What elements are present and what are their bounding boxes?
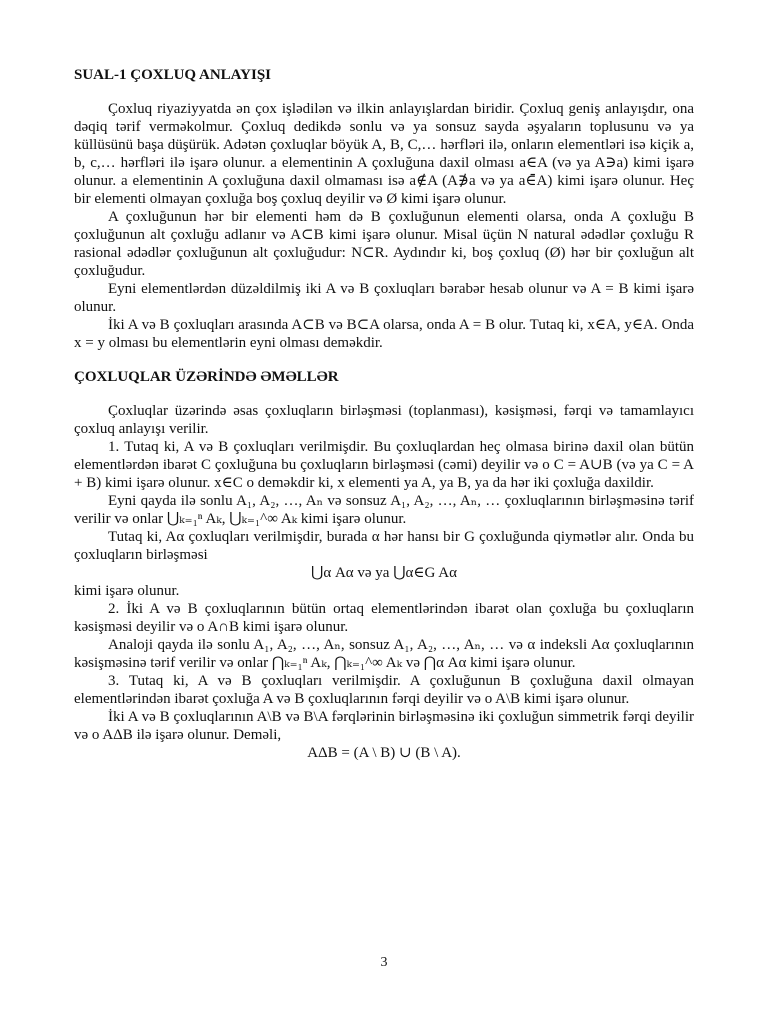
- paragraph-3: Eyni elementlərdən düzəldilmiş iki A və B çoxluqları bərabər hesab olunur və A = B kimi işarə olunur.: [74, 281, 694, 315]
- paragraph-11: Analoji qayda ilə sonlu A₁, A₂, …, Aₙ, sonsuz A₁, A₂, …, Aₙ, … və α indeksli Aα çoxluqlarının kəsişməsinə tərif verilir və onlar ⋂ₖ₌₁ⁿ Aₖ, ⋂ₖ₌₁^∞ Aₖ və ⋂α Aα kimi işarə olunur.: [74, 637, 694, 671]
- section-title-2: ÇOXLUQLAR ÜZƏRİNDƏ ƏMƏLLƏR: [74, 369, 339, 385]
- paragraph-9: kimi işarə olunur.: [74, 583, 180, 599]
- paragraph-8: Tutaq ki, Aα çoxluqları verilmişdir, burada α hər hansı bir G çoxluğunda qiymətlər alır. Onda bu çoxluqların birləşməsi: [74, 529, 694, 563]
- paragraph-6: 1. Tutaq ki, A və B çoxluqları verilmişdir. Bu çoxluqlardan heç olmasa birinə daxil olan bütün elementlərdən ibarət C çoxluğuna bu çoxluqların birləşməsi (cəmi) deyilir və o C = A∪B (və ya C = A + B) kimi işarə olunur. x∈C o deməkdir ki, x elementi ya A, ya B, ya da hər iki çoxluğa daxildir.: [74, 439, 694, 491]
- section-title-1: SUAL-1 ÇOXLUQ ANLAYIŞI: [74, 67, 271, 83]
- paragraph-12: 3. Tutaq ki, A və B çoxluqları verilmişdir. A çoxluğunun B çoxluğuna daxil olmayan elementlərindən ibarət çoxluğa A və B çoxluqlarının fərqi deyilir və o A\B kimi işarə olunur.: [74, 673, 694, 707]
- paragraph-2: A çoxluğunun hər bir elementi həm də B çoxluğunun elementi olarsa, onda A çoxluğu B çoxluğunun alt çoxluğu adlanır və A⊂B kimi işarə olunur. Misal üçün N natural ədədlər çoxluğu R rasional ədədlər çoxluğunun alt çoxluğudur: N⊂R. Aydındır ki, boş çoxluq (Ø) hər bir çoxluğun alt çoxluğudur.: [74, 209, 694, 279]
- document-page: [74, 66, 694, 762]
- paragraph-10: 2. İki A və B çoxluqlarının bütün ortaq elementlərindən ibarət olan çoxluğa bu çoxluqların kəsişməsi deyilir və o A∩B kimi işarə olunur.: [74, 601, 694, 635]
- formula-symmetric-difference: AΔB = (A \ B) ∪ (B \ A).: [307, 745, 461, 761]
- page-number: 3: [380, 955, 388, 970]
- paragraph-1: Çoxluq riyaziyyatda ən çox işlədilən və ilkin anlayışlardan biridir. Çoxluq geniş anlayışdır, ona dəqiq tərif verməkolmur. Çoxluq dedikdə sonlu və ya sonsuz sayda əşyaların toplusunu və ya küllüsünü başa düşürük. Adətən çoxluqlar böyük A, B, C,… hərfləri ilə, onların elementləri isə kiçik a, b, c,… hərfləri ilə işarə olunur. a elementinin A çoxluğuna daxil olması a∈A (və ya A∋a) kimi işarə olunur. a elementinin A çoxluğuna daxil olmaması isə a∉A (A∌a və ya a∈̄A) kimi işarə olunur. Heç bir elementi olmayan çoxluğa boş çoxluq deyilir və Ø kimi işarə olunur.: [74, 101, 694, 207]
- paragraph-13: İki A və B çoxluqlarının A\B və B\A fərqlərinin birləşməsinə iki çoxluğun simmetrik fərqi deyilir və o AΔB ilə işarə olunur. Deməli,: [74, 709, 694, 743]
- paragraph-7: Eyni qayda ilə sonlu A₁, A₂, …, Aₙ və sonsuz A₁, A₂, …, Aₙ, … çoxluqlarının birləşməsinə tərif verilir və onlar ⋃ₖ₌₁ⁿ Aₖ, ⋃ₖ₌₁^∞ Aₖ kimi işarə olunur.: [74, 493, 694, 527]
- formula-union-alpha: ⋃α Aα və ya ⋃α∈G Aα: [311, 565, 457, 581]
- paragraph-5: Çoxluqlar üzərində əsas çoxluqların birləşməsi (toplanması), kəsişməsi, fərqi və tamamlayıcı çoxluq anlayışı verilir.: [74, 403, 694, 437]
- paragraph-4: İki A və B çoxluqları arasında A⊂B və B⊂A olarsa, onda A = B olur. Tutaq ki, x∈A, y∈A. Onda x = y olması bu elementlərin eyni olması deməkdir.: [74, 317, 694, 351]
